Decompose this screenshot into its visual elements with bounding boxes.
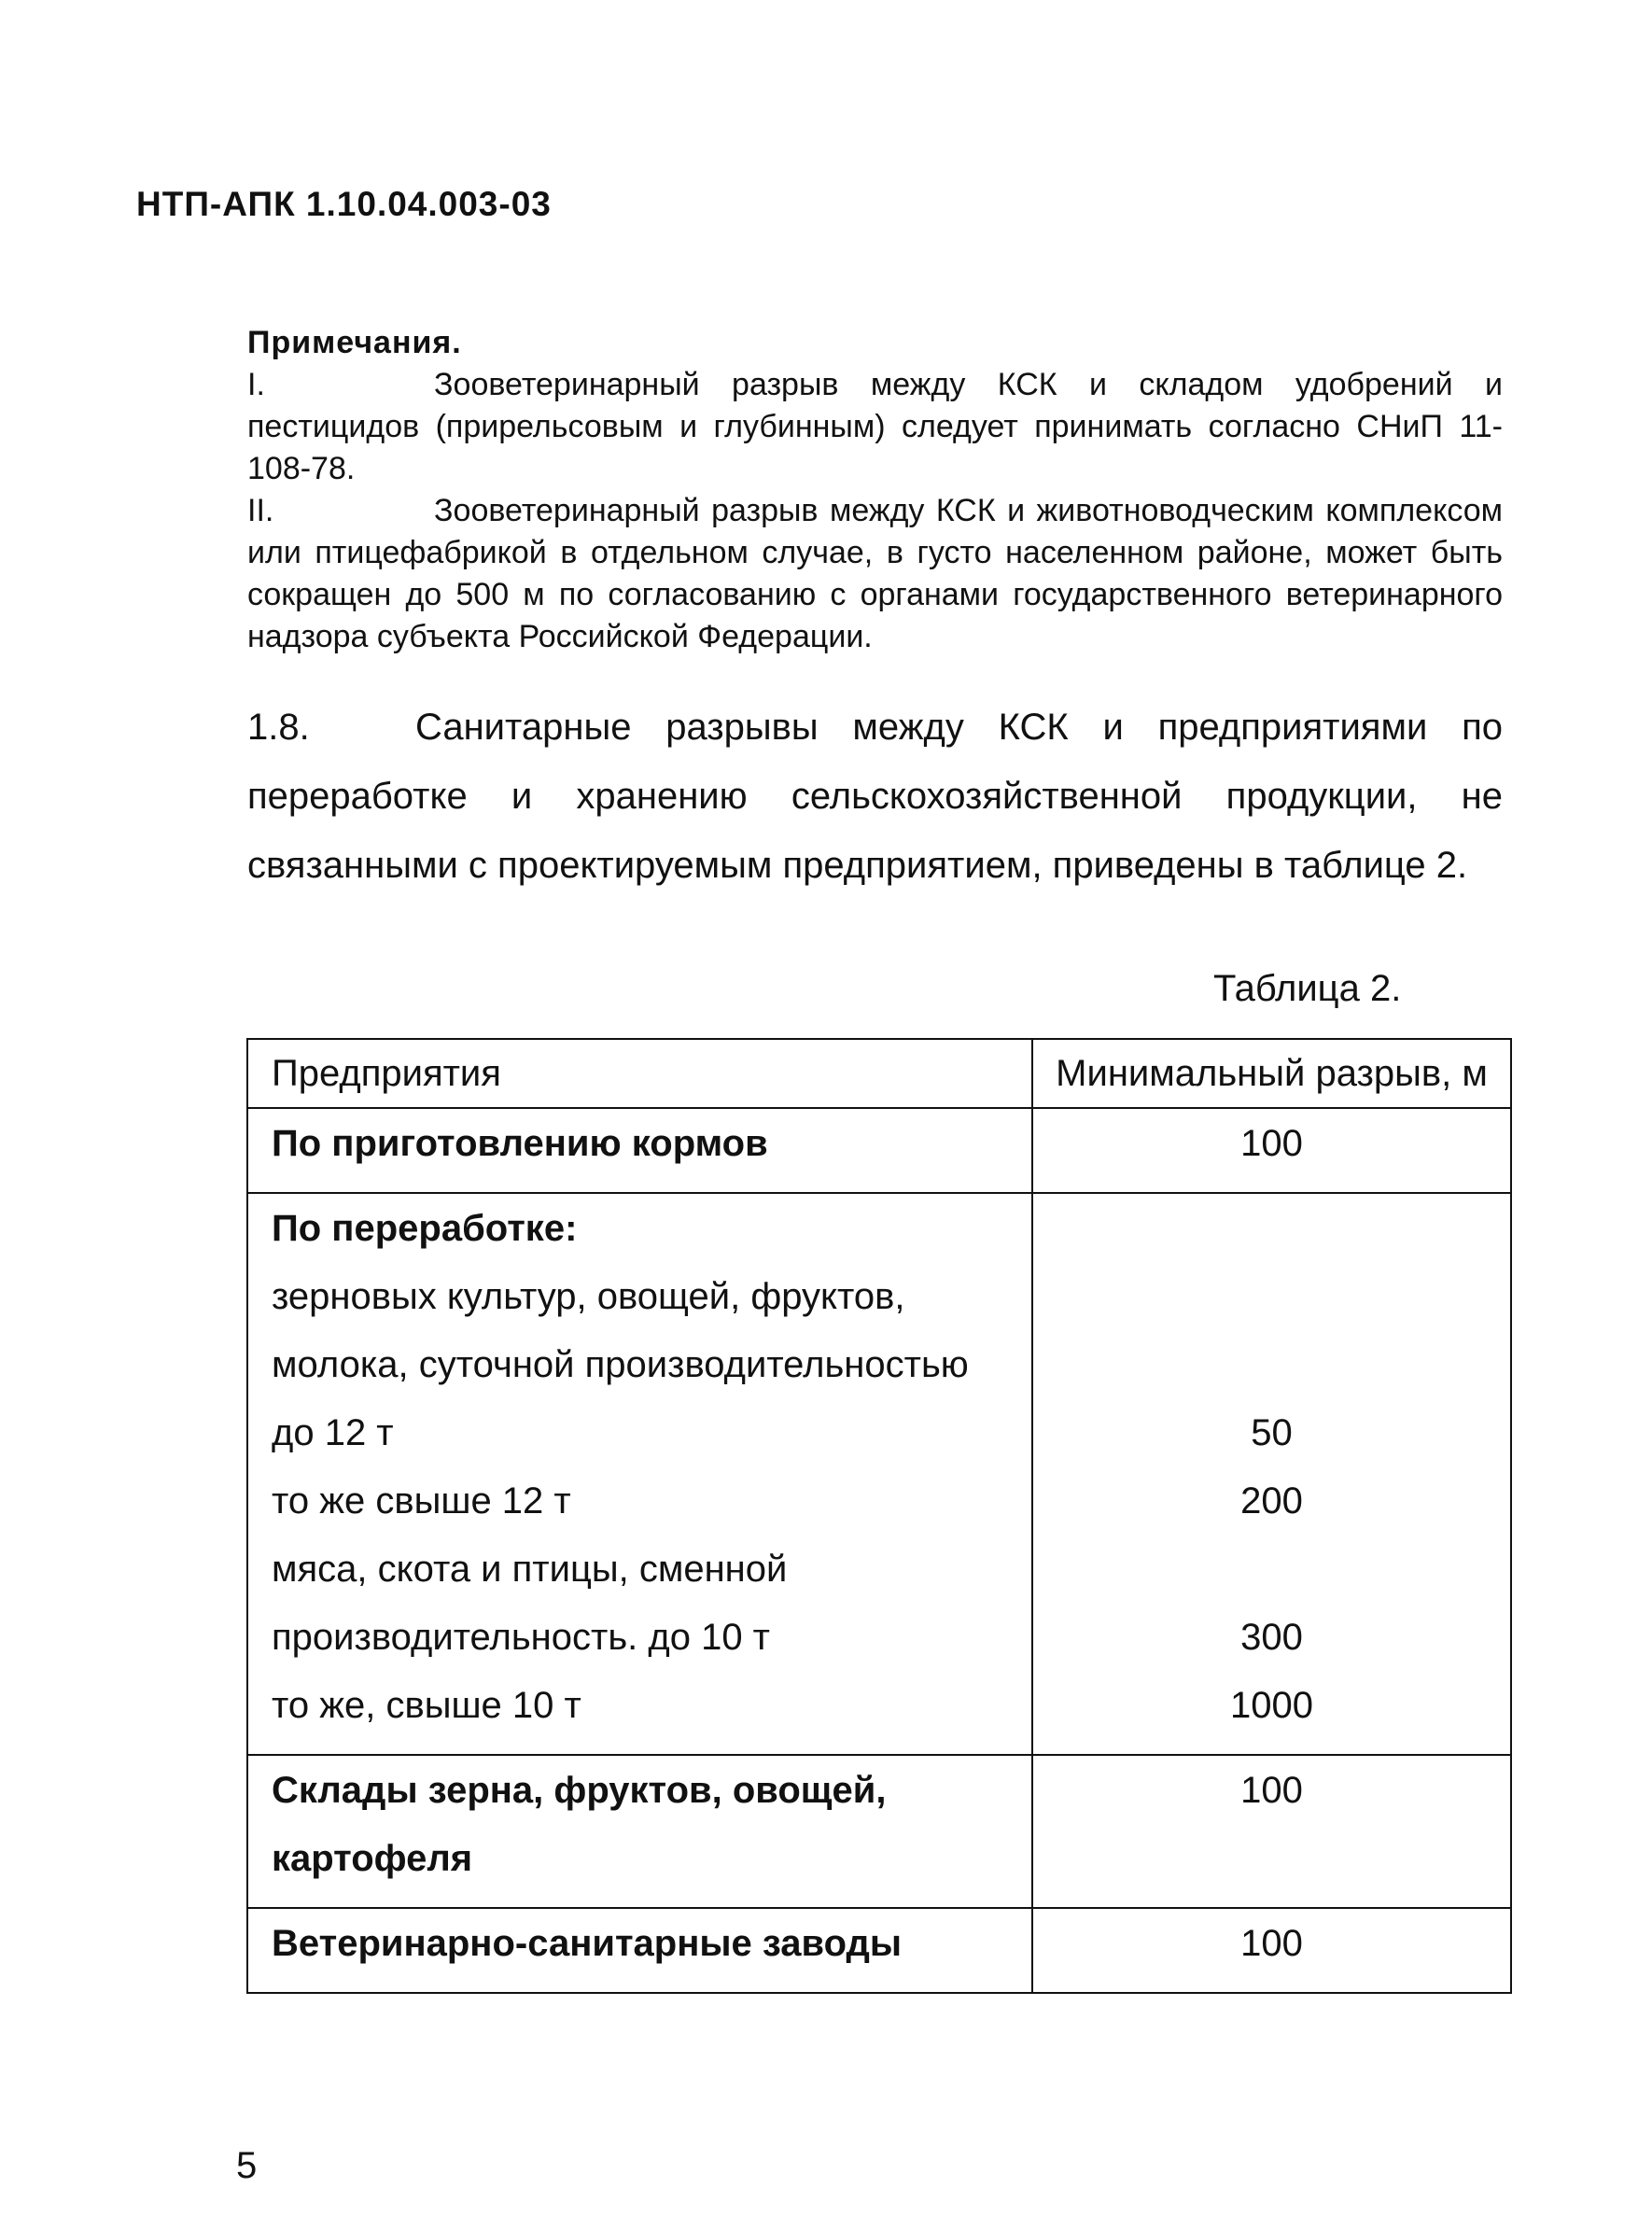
- enterprise-line: Склады зерна, фруктов, овощей,: [272, 1770, 887, 1811]
- distance-cell: [1032, 1908, 1511, 1993]
- notes-block: [247, 322, 1503, 658]
- distance-value: 1000: [1230, 1685, 1313, 1726]
- note-number: II.: [247, 493, 274, 528]
- distance-cell: [1032, 1193, 1511, 1755]
- section-paragraph: [247, 693, 1503, 900]
- distance-value: [1033, 1540, 1510, 1608]
- enterprise-cell: [247, 1908, 1032, 1993]
- note-number: I.: [247, 367, 265, 402]
- distance-value: 100: [1240, 1770, 1303, 1811]
- distance-value: 200: [1240, 1480, 1303, 1522]
- enterprise-line: Ветеринарно-санитарные заводы: [272, 1923, 903, 1964]
- distances-table: [246, 1038, 1512, 1994]
- enterprise-line: зерновых культур, овощей, фруктов,: [272, 1276, 905, 1317]
- table-row: [247, 1755, 1511, 1908]
- enterprise-cell: [247, 1108, 1032, 1193]
- enterprise-line: картофеля: [272, 1838, 473, 1879]
- document-code: НТП-АПК 1.10.04.003-03: [136, 185, 552, 223]
- enterprise-cell: [247, 1193, 1032, 1755]
- note-text: Зооветеринарный разрыв между КСК и животноводческим комплексом или птицефабрикой в отдельном случае, в густо населенном районе, может быть сокращен до 500 м по согласованию с органами государственного ветеринарного надзора субъекта Российской Федерации.: [247, 493, 1503, 654]
- enterprise-line: производительность. до 10 т: [272, 1617, 771, 1658]
- distance-value: 100: [1240, 1123, 1303, 1164]
- distance-value: [1033, 1268, 1510, 1336]
- table-header-row: [247, 1039, 1511, 1108]
- enterprise-line: мяса, скота и птицы, сменной: [272, 1549, 788, 1590]
- distance-value: [1033, 1336, 1510, 1404]
- table-row: [247, 1908, 1511, 1993]
- enterprise-line: то же свыше 12 т: [272, 1480, 571, 1522]
- table-caption: Таблица 2.: [1213, 968, 1402, 1009]
- note-text: Зооветеринарный разрыв между КСК и складом удобрений и пестицидов (прирельсовым и глубинным) следует принимать согласно СНиП 11-108-78.: [247, 367, 1503, 486]
- distance-value: [1033, 1199, 1510, 1268]
- paragraph-text: Санитарные разрывы между КСК и предприятиями по переработке и хранению сельскохозяйственной продукции, не связанными с проектируемым предприятием, приведены в таблице 2.: [247, 707, 1503, 886]
- enterprise-line: По переработке:: [272, 1208, 578, 1249]
- enterprise-cell: [247, 1755, 1032, 1908]
- enterprise-line: молока, суточной производительностью: [272, 1344, 969, 1385]
- note-item: [247, 490, 1503, 658]
- distance-value: [1033, 1830, 1510, 1898]
- distance-value: 50: [1251, 1412, 1293, 1453]
- paragraph-number: 1.8.: [247, 707, 310, 748]
- distance-value: 100: [1240, 1923, 1303, 1964]
- column-header-enterprises: Предприятия: [247, 1039, 1032, 1108]
- note-item: [247, 364, 1503, 490]
- page-number: 5: [236, 2145, 258, 2186]
- enterprise-line: По приготовлению кормов: [272, 1123, 768, 1164]
- enterprise-line: то же, свыше 10 т: [272, 1685, 581, 1726]
- distance-cell: [1032, 1755, 1511, 1908]
- enterprise-line: до 12 т: [272, 1412, 394, 1453]
- notes-title: Примечания.: [247, 325, 462, 360]
- distance-value: 300: [1240, 1617, 1303, 1658]
- distance-cell: [1032, 1108, 1511, 1193]
- table-row: [247, 1108, 1511, 1193]
- column-header-min-distance: Минимальный разрыв, м: [1032, 1039, 1511, 1108]
- table-row: [247, 1193, 1511, 1755]
